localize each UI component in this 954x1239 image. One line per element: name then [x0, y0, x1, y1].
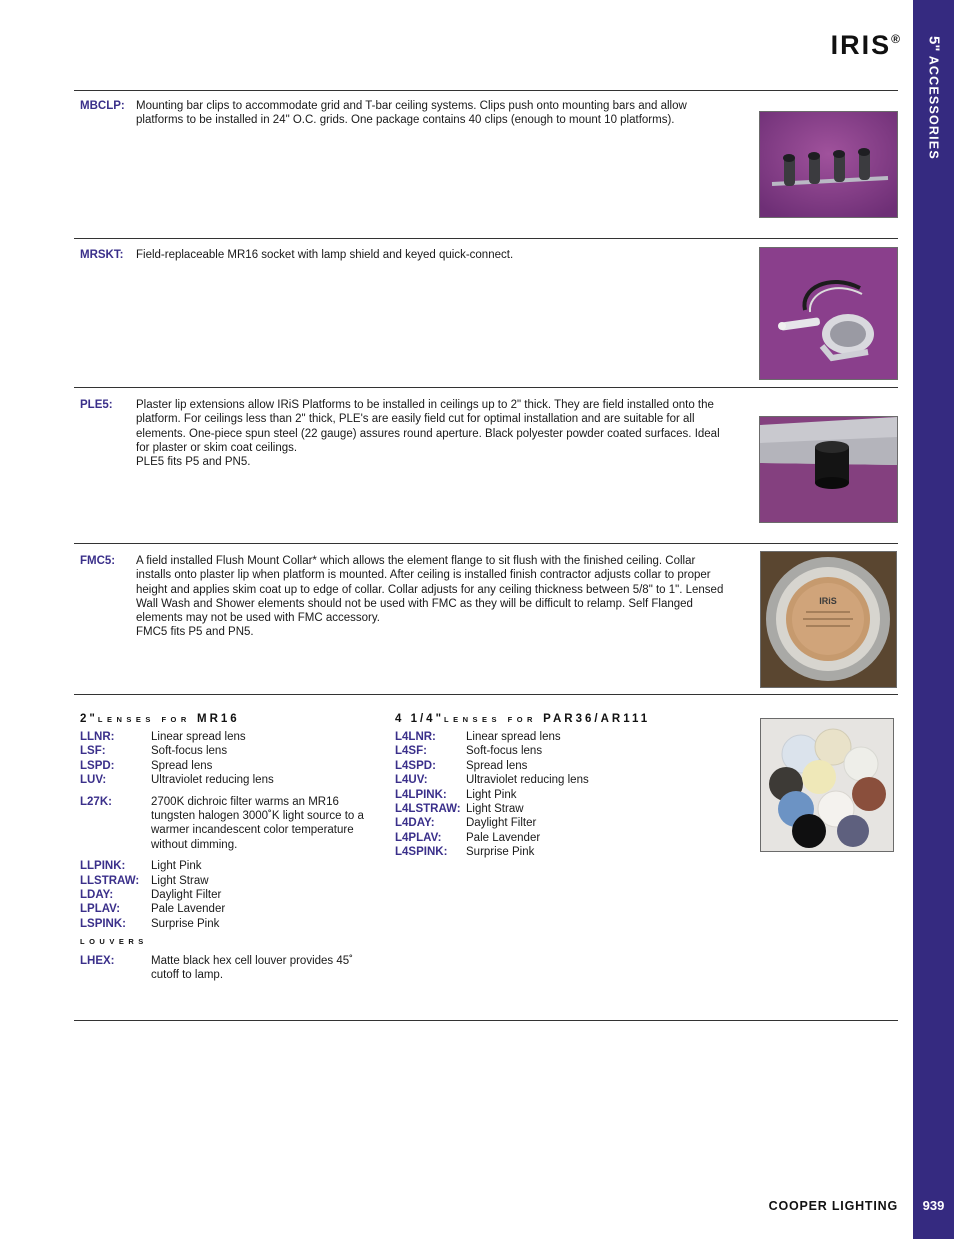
sidebar-size: 5"	[925, 36, 943, 52]
lens-desc: Daylight Filter	[151, 889, 222, 902]
lens-desc: Light Straw	[151, 874, 209, 887]
lens-desc: Light Straw	[466, 803, 524, 816]
list-item	[80, 859, 380, 873]
louvers-heading	[80, 935, 148, 947]
lens-code: L4LPINK:	[395, 788, 447, 801]
collar-label: IRiS	[819, 596, 837, 606]
list-item	[80, 874, 380, 888]
par36-lenses-for: LENSES FOR	[444, 715, 537, 724]
lens-code: LLSTRAW:	[80, 874, 140, 887]
list-item	[80, 954, 380, 983]
list-item	[395, 730, 695, 744]
list-item	[395, 816, 695, 830]
product-code: MRSKT:	[80, 249, 124, 261]
lens-desc: Pale Lavender	[151, 903, 226, 916]
lens-code: L27K:	[80, 795, 112, 808]
product-entry-ple5	[80, 398, 735, 469]
lens-desc: Soft-focus lens	[466, 745, 543, 758]
lens-code: L4SPD:	[395, 759, 436, 772]
list-item	[395, 788, 695, 802]
lens-code: LUV:	[80, 774, 107, 787]
lens-desc: Soft-focus lens	[151, 745, 228, 758]
lens-desc: Linear spread lens	[466, 731, 561, 743]
mounting-bar-clips-photo	[759, 111, 898, 218]
par36-lenses-heading	[395, 713, 650, 725]
divider	[74, 238, 898, 239]
divider	[74, 694, 898, 695]
list-item	[395, 802, 695, 816]
divider	[74, 1020, 898, 1021]
product-code: FMC5:	[80, 555, 116, 567]
flush-mount-collar-photo	[760, 551, 897, 688]
page-number: 939	[922, 1198, 945, 1213]
louvers-title: LOUVERS	[80, 937, 148, 946]
product-code: PLE5:	[80, 399, 113, 411]
par36-type: PAR36/AR111	[543, 713, 651, 725]
list-item	[80, 902, 380, 916]
lens-desc: Surprise Pink	[466, 846, 535, 859]
lens-code: L4LSTRAW:	[395, 803, 461, 816]
lens-desc: Ultraviolet reducing lens	[466, 774, 589, 787]
brand-name: IRIS	[830, 30, 892, 60]
lens-desc: Spread lens	[151, 759, 213, 772]
divider	[74, 90, 898, 91]
product-description: Field-replaceable MR16 socket with lamp shield and keyed quick-connect.	[136, 249, 514, 261]
lenses-photo	[760, 718, 894, 852]
mr16-lenses-for: LENSES FOR	[97, 715, 191, 724]
louver-code: LHEX:	[80, 955, 115, 967]
lens-desc: Light Pink	[151, 860, 202, 873]
lens-code: L4UV:	[395, 774, 428, 787]
product-entry-mrskt	[80, 248, 735, 262]
lens-code: LSF:	[80, 745, 106, 758]
par36-size: 4 1/4"	[395, 713, 445, 725]
lens-code: L4SPINK:	[395, 846, 448, 859]
list-item	[80, 773, 380, 787]
product-description: Mounting bar clips to accommodate grid and T-bar ceiling systems. Clips push onto mounting bars and allow platforms to be installed in 24" O.C. grids. One package contains 40 clips (enough to mount 10 platforms).	[136, 100, 687, 127]
lens-desc: Pale Lavender	[466, 831, 541, 844]
list-item	[80, 917, 380, 931]
product-fit-note: FMC5 fits P5 and PN5.	[136, 626, 254, 639]
lens-desc: Ultraviolet reducing lens	[151, 774, 274, 787]
sidebar-label: ACCESSORIES	[926, 55, 941, 160]
lens-desc: Spread lens	[466, 759, 528, 772]
list-item	[80, 795, 380, 853]
lens-desc: 2700K dichroic filter warms an MR16 tungsten halogen 3000˚K light source to a warmer incandescent color temperature without dimming.	[151, 795, 364, 851]
mr16-lenses-heading	[80, 713, 240, 725]
list-item	[395, 831, 695, 845]
lens-code: LLPINK:	[80, 860, 126, 873]
mr16-socket-photo	[759, 247, 898, 380]
list-item	[80, 759, 380, 773]
lens-code: L4SF:	[395, 745, 427, 758]
product-entry-mbclp	[80, 99, 735, 128]
list-item	[80, 744, 380, 758]
product-description: Plaster lip extensions allow IRiS Platforms to be installed in ceilings up to 2" thick. They are field installed onto the platform. For ceilings less than 2" thick, PLE's are easily field cut for optimal installation and are suitable for all elements. One-piece spun steel (22 gauge) assures round aperture. Black polyester powder coated surfaces. Ideal for plaster or skim coat ceilings.	[136, 399, 720, 454]
louver-desc: Matte black hex cell louver provides 45˚ cutoff to lamp.	[151, 955, 353, 982]
lens-code: L4PLAV:	[395, 831, 442, 844]
product-description: A field installed Flush Mount Collar* which allows the element flange to sit flush with the finished ceiling. Collar installs onto plaster lip when platform is mounted. After ceiling is installed finish contractor adjusts collar to proper height and applies skim coat up to edge of collar. Collar adjusts for any ceiling thickness between 5/8" to 1". Lensed Wall Wash and Shower elements should not be used with FMC as they will be difficult to relamp. Self Flanged elements may not be used with FMC accessory.	[136, 555, 724, 625]
brand-title	[780, 30, 900, 61]
registered-mark: ®	[891, 32, 900, 46]
par36-lens-list	[395, 730, 695, 860]
lens-code: L4DAY:	[395, 817, 435, 830]
lens-desc: Surprise Pink	[151, 917, 220, 930]
list-item	[80, 888, 380, 902]
louver-list	[80, 954, 380, 983]
lens-desc: Linear spread lens	[151, 731, 246, 743]
lens-code: LSPD:	[80, 759, 115, 772]
mr16-lens-list	[80, 730, 380, 931]
list-item	[395, 845, 695, 859]
divider	[74, 387, 898, 388]
lens-code: LPLAV:	[80, 903, 121, 916]
sidebar-section-label	[914, 36, 954, 186]
lens-code: LLNR:	[80, 731, 115, 743]
lens-code: L4LNR:	[395, 731, 436, 743]
mr16-size: 2"	[80, 713, 98, 725]
list-item	[395, 773, 695, 787]
lens-desc: Light Pink	[466, 788, 517, 801]
list-item	[80, 730, 380, 744]
list-item	[395, 744, 695, 758]
mr16-type: MR16	[197, 713, 240, 725]
lens-code: LSPINK:	[80, 917, 126, 930]
product-code: MBCLP:	[80, 100, 125, 112]
list-item	[395, 759, 695, 773]
product-entry-fmc5	[80, 554, 735, 640]
plaster-lip-extension-photo	[759, 416, 898, 523]
product-fit-note: PLE5 fits P5 and PN5.	[136, 456, 251, 469]
footer-brand: COOPER LIGHTING	[768, 1199, 898, 1213]
lens-code: LDAY:	[80, 889, 114, 902]
divider	[74, 543, 898, 544]
lens-desc: Daylight Filter	[466, 817, 537, 830]
